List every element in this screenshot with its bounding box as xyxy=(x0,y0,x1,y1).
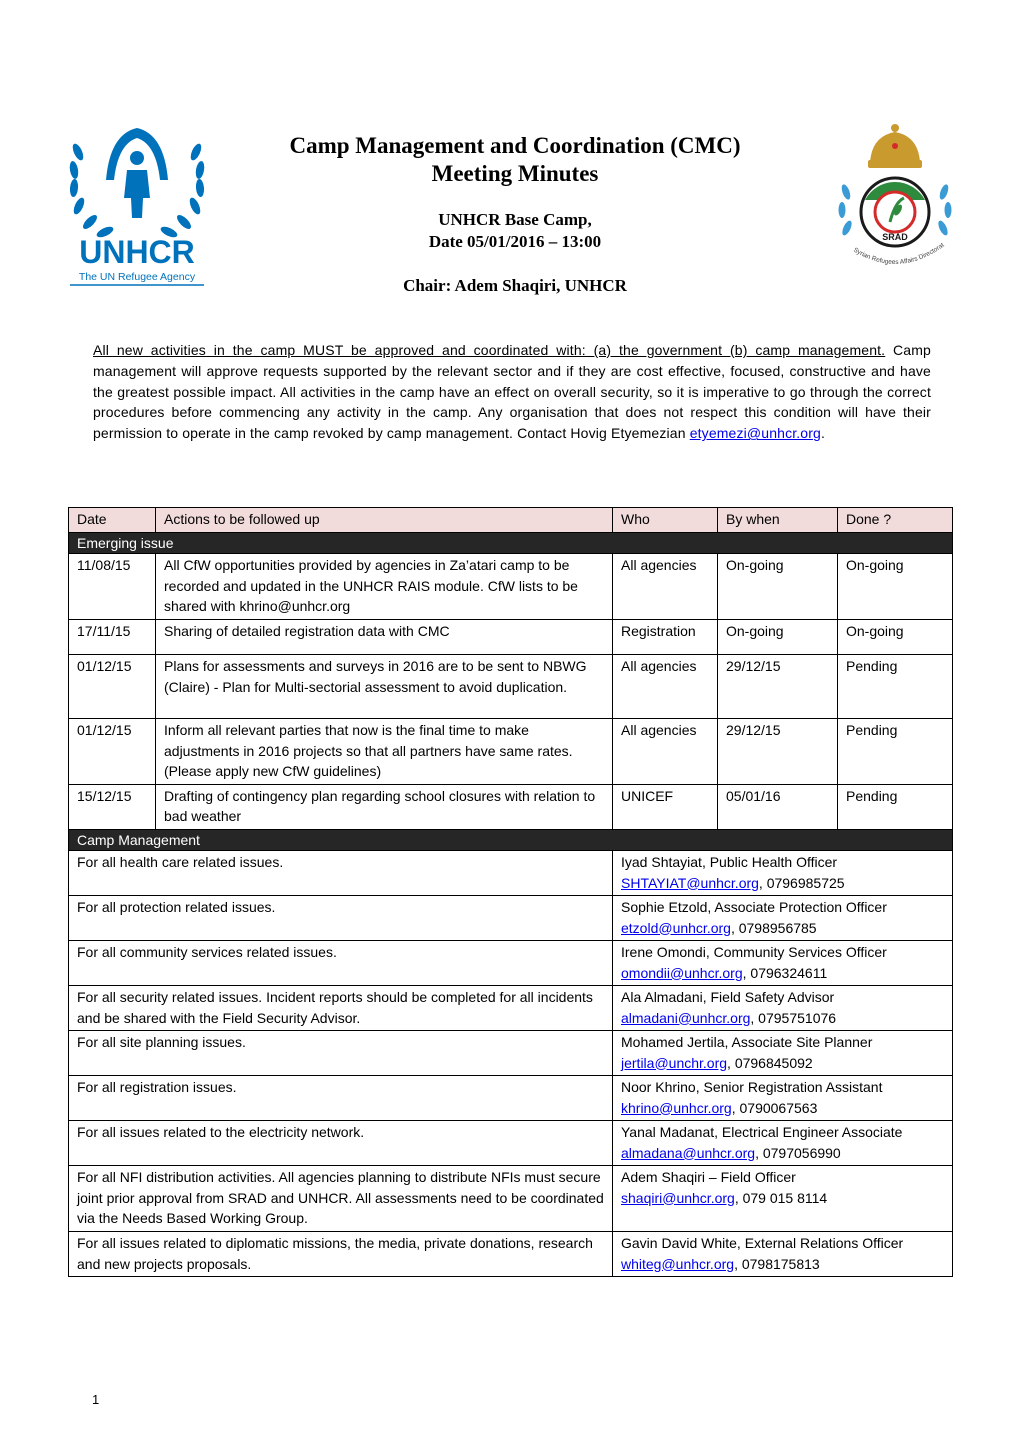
contact-row xyxy=(69,941,953,986)
cell-done: Pending xyxy=(838,784,953,829)
cell-who: All agencies xyxy=(613,554,718,620)
header-by-when: By when xyxy=(718,508,838,533)
table-row xyxy=(69,784,953,829)
contact-details xyxy=(613,1166,953,1232)
contact-email[interactable]: omondii@unhcr.org xyxy=(621,964,743,981)
contact-topic: For all issues related to the electricity network. xyxy=(69,1121,613,1166)
table-row xyxy=(69,655,953,719)
title-line-1: Camp Management and Coordination (CMC) xyxy=(289,133,741,158)
minutes-table xyxy=(68,507,953,1277)
contact-phone: , 0790067563 xyxy=(731,1099,818,1116)
meeting-place: UNHCR Base Camp, xyxy=(438,210,592,229)
contact-person: Mohamed Jertila, Associate Site Planner xyxy=(621,1034,873,1050)
contact-row xyxy=(69,896,953,941)
contact-person: Gavin David White, External Relations Officer xyxy=(621,1235,904,1251)
contact-phone: , 0798175813 xyxy=(734,1255,820,1272)
cell-action: All CfW opportunities provided by agencies in Za’atari camp to be recorded and updated in the UNHCR RAIS module. CfW lists to be shared with khrino@unhcr.org xyxy=(156,554,613,620)
header-date: Date xyxy=(69,508,156,533)
section-title-emerging: Emerging issue xyxy=(69,532,953,554)
contact-phone: , 0795751076 xyxy=(750,1009,837,1026)
unhcr-wordmark: UNHCR xyxy=(79,234,195,270)
contact-email[interactable]: jertila@unchr.org xyxy=(621,1054,728,1071)
cell-who: All agencies xyxy=(613,655,718,719)
contact-email[interactable]: khrino@unhcr.org xyxy=(621,1099,732,1116)
cell-by-when: 29/12/15 xyxy=(718,655,838,719)
contact-email[interactable]: shaqiri@unhcr.org xyxy=(621,1189,735,1206)
contact-topic: For all health care related issues. xyxy=(69,851,613,896)
contact-topic: For all security related issues. Incident reports should be completed for all incidents and be shared with the Field Security Advisor. xyxy=(69,986,613,1031)
contact-phone: , 0798956785 xyxy=(730,919,817,936)
contact-person: Ala Almadani, Field Safety Advisor xyxy=(621,989,835,1005)
table-row xyxy=(69,554,953,620)
cell-by-when: On-going xyxy=(718,620,838,655)
contact-phone: , 0797056990 xyxy=(755,1144,841,1161)
contact-person: Irene Omondi, Community Services Officer xyxy=(621,944,887,960)
srad-emblem-icon xyxy=(832,122,958,284)
header-done: Done ? xyxy=(838,508,953,533)
unhcr-logo xyxy=(66,120,208,290)
contact-person: Adem Shaqiri – Field Officer xyxy=(621,1169,796,1185)
contact-details xyxy=(613,941,953,986)
contact-topic: For all NFI distribution activities. All agencies planning to distribute NFIs must secure joint prior approval from SRAD and UNHCR. All assessments need to be coordinated via the Needs Based Working Group. xyxy=(69,1166,613,1232)
contact-phone: , 0796324611 xyxy=(742,964,828,981)
contact-topic: For all site planning issues. xyxy=(69,1031,613,1076)
contact-row xyxy=(69,1166,953,1232)
contact-topic: For all protection related issues. xyxy=(69,896,613,941)
contact-topic: For all registration issues. xyxy=(69,1076,613,1121)
contact-email[interactable]: etzold@unhcr.org xyxy=(621,919,731,936)
contact-email[interactable]: SHTAYIAT@unhcr.org xyxy=(621,874,759,891)
cell-date: 15/12/15 xyxy=(69,784,156,829)
table-row xyxy=(69,620,953,655)
intro-underlined: All new activities in the camp MUST be approved and coordinated with: (a) the government (b) camp management. xyxy=(93,342,886,358)
cell-date: 17/11/15 xyxy=(69,620,156,655)
contact-details xyxy=(613,1121,953,1166)
contact-person: Sophie Etzold, Associate Protection Officer xyxy=(621,899,887,915)
cell-done: Pending xyxy=(838,655,953,719)
contact-person: Noor Khrino, Senior Registration Assistant xyxy=(621,1079,883,1095)
section-row-camp-management xyxy=(69,829,953,851)
unhcr-emblem-icon xyxy=(66,120,208,290)
unhcr-tagline: The UN Refugee Agency xyxy=(78,271,196,283)
contact-details xyxy=(613,896,953,941)
contact-email[interactable]: almadana@unhcr.org xyxy=(621,1144,756,1161)
cell-done: On-going xyxy=(838,554,953,620)
meeting-chair: Chair: Adem Shaqiri, UNHCR xyxy=(403,276,627,295)
header-actions: Actions to be followed up xyxy=(156,508,613,533)
cell-done: On-going xyxy=(838,620,953,655)
section-title-camp-management: Camp Management xyxy=(69,829,953,851)
contact-details xyxy=(613,1232,953,1277)
contact-email[interactable]: whiteg@unhcr.org xyxy=(621,1255,735,1272)
cell-date: 01/12/15 xyxy=(69,719,156,785)
srad-logo xyxy=(832,122,958,284)
title-line-2: Meeting Minutes xyxy=(431,161,599,186)
cell-action: Drafting of contingency plan regarding school closures with relation to bad weather xyxy=(156,784,613,829)
contact-email[interactable]: almadani@unhcr.org xyxy=(621,1009,751,1026)
contact-row xyxy=(69,986,953,1031)
contact-person: Iyad Shtayiat, Public Health Officer xyxy=(621,854,838,870)
header-who: Who xyxy=(613,508,718,533)
contact-topic: For all community services related issues. xyxy=(69,941,613,986)
contact-details xyxy=(613,1076,953,1121)
intro-body: Camp management will approve requests supported by the relevant sector and if they are cost effective, focused, constructive and have the greatest possible impact. All activities in the camp have an effect on overall security, so it is imperative to go through the correct procedures before commencing any activity in the camp. Any organisation that does not respect this condition will have their permission to operate in the camp revoked by camp management. Contact Hovig Etyemezian xyxy=(93,342,931,442)
document-title xyxy=(260,132,770,188)
cell-date: 11/08/15 xyxy=(69,554,156,620)
contact-details xyxy=(613,986,953,1031)
contact-phone: , 0796845092 xyxy=(727,1054,813,1071)
table-row xyxy=(69,719,953,785)
meeting-place-date xyxy=(260,209,770,253)
cell-action: Plans for assessments and surveys in 2016 are to be sent to NBWG (Claire) - Plan for Multi-sectorial assessment to avoid duplication. xyxy=(156,655,613,719)
intro-end: . xyxy=(821,425,826,442)
contact-row xyxy=(69,1031,953,1076)
contact-email-link[interactable]: etyemezi@unhcr.org xyxy=(689,425,821,442)
contact-phone: , 0796985725 xyxy=(758,874,845,891)
cell-by-when: On-going xyxy=(718,554,838,620)
intro-paragraph xyxy=(93,340,931,444)
srad-wordmark: SRAD xyxy=(882,232,908,242)
contact-details xyxy=(613,851,953,896)
contact-row xyxy=(69,1121,953,1166)
page-number: 1 xyxy=(92,1392,100,1407)
cell-who: All agencies xyxy=(613,719,718,785)
contact-person: Yanal Madanat, Electrical Engineer Associate xyxy=(621,1124,903,1140)
table-header-row xyxy=(69,508,953,533)
srad-caption: Syrian Refugees Affairs Directorat xyxy=(852,241,946,267)
contact-phone: , 079 015 8114 xyxy=(734,1189,828,1206)
contact-row xyxy=(69,851,953,896)
cell-action: Sharing of detailed registration data with CMC xyxy=(156,620,613,655)
contact-topic: For all issues related to diplomatic missions, the media, private donations, research and new projects proposals. xyxy=(69,1232,613,1277)
cell-who: Registration xyxy=(613,620,718,655)
cell-done: Pending xyxy=(838,719,953,785)
cell-who: UNICEF xyxy=(613,784,718,829)
cell-action: Inform all relevant parties that now is the final time to make adjustments in 2016 projects so that all partners have same rates. (Please apply new CfW guidelines) xyxy=(156,719,613,785)
meeting-date: Date 05/01/2016 – 13:00 xyxy=(428,232,602,251)
cell-by-when: 29/12/15 xyxy=(718,719,838,785)
cell-by-when: 05/01/16 xyxy=(718,784,838,829)
contact-details xyxy=(613,1031,953,1076)
contact-row xyxy=(69,1076,953,1121)
section-row-emerging xyxy=(69,532,953,554)
cell-date: 01/12/15 xyxy=(69,655,156,719)
contact-row xyxy=(69,1232,953,1277)
